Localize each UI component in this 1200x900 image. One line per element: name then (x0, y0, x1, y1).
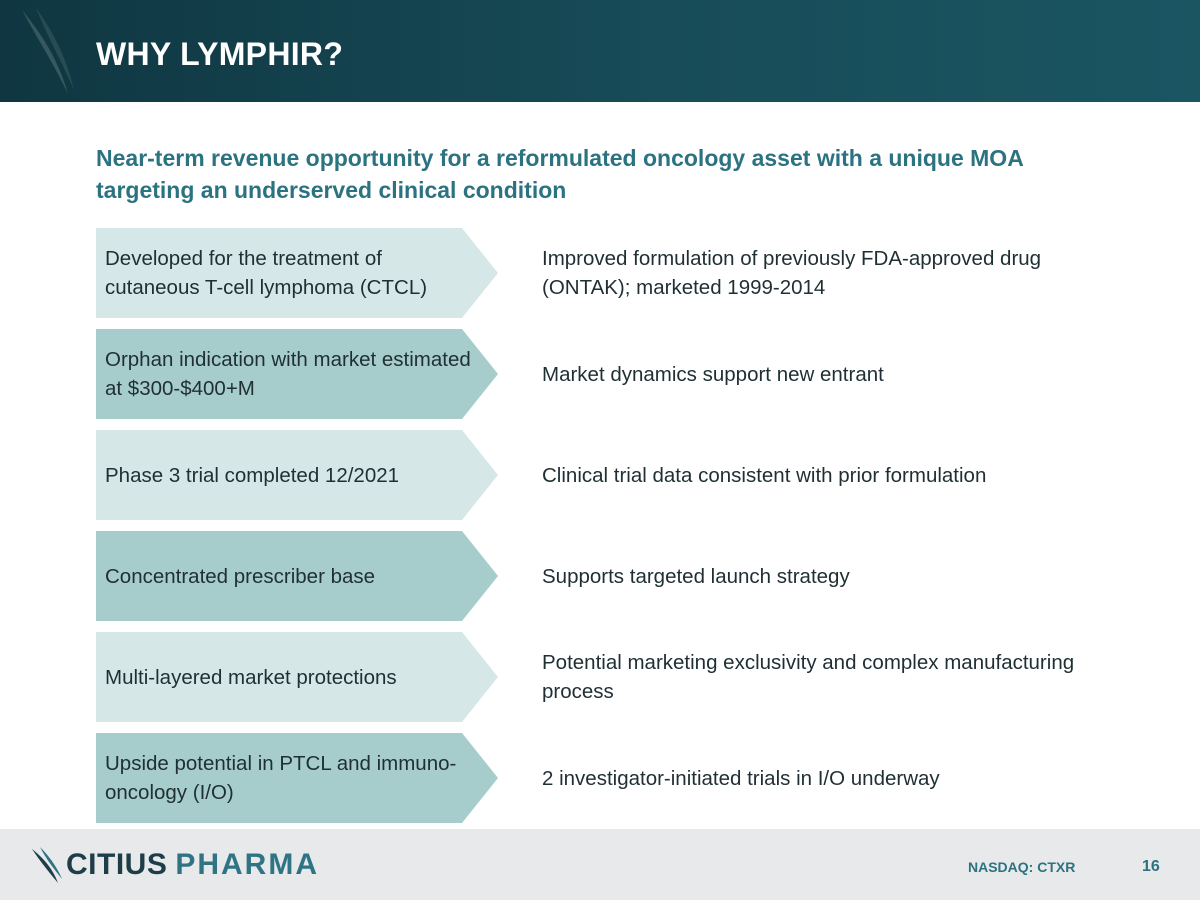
feature-detail: Clinical trial data consistent with prior formulation (542, 463, 987, 487)
page-number: 16 (1142, 858, 1160, 875)
feature-label: Concentrated prescriber base (105, 564, 376, 588)
feature-label: Upside potential in PTCL and immuno-oncology (I/O) (105, 752, 457, 804)
leaf-logo-icon (30, 845, 64, 885)
feature-label: Orphan indication with market estimated at $300-$400+M (105, 348, 471, 400)
feature-label: Developed for the treatment of cutaneous T-cell lymphoma (CTCL) (105, 247, 428, 299)
company-logo (30, 843, 319, 887)
feature-row (96, 632, 1116, 722)
feature-detail: Improved formulation of previously FDA-approved drug (ONTAK); marketed 1999-2014 (542, 247, 1042, 299)
feature-detail: 2 investigator-initiated trials in I/O underway (542, 766, 940, 790)
feature-row (96, 329, 1116, 419)
feature-label: Multi-layered market protections (105, 665, 397, 689)
leaf-swoosh-icon (14, 6, 84, 98)
slide-footer (0, 829, 1200, 900)
feature-detail: Supports targeted launch strategy (542, 564, 850, 588)
feature-detail: Market dynamics support new entrant (542, 362, 884, 386)
slide-title: WHY LYMPHIR? (96, 36, 344, 72)
slide-header (0, 0, 1200, 102)
logo-text-citius: CITIUS (66, 848, 168, 881)
feature-row (96, 430, 1116, 520)
slide-subtitle: Near-term revenue opportunity for a reformulated oncology asset with a unique MOA targeting an underserved clinical condition (96, 145, 1023, 203)
logo-text-pharma: PHARMA (175, 848, 320, 881)
feature-label: Phase 3 trial completed 12/2021 (105, 463, 400, 487)
stock-ticker: NASDAQ: CTXR (968, 859, 1076, 875)
feature-row (96, 228, 1116, 318)
feature-row (96, 531, 1116, 621)
feature-row (96, 733, 1116, 823)
feature-detail: Potential marketing exclusivity and complex manufacturing process (542, 651, 1075, 703)
